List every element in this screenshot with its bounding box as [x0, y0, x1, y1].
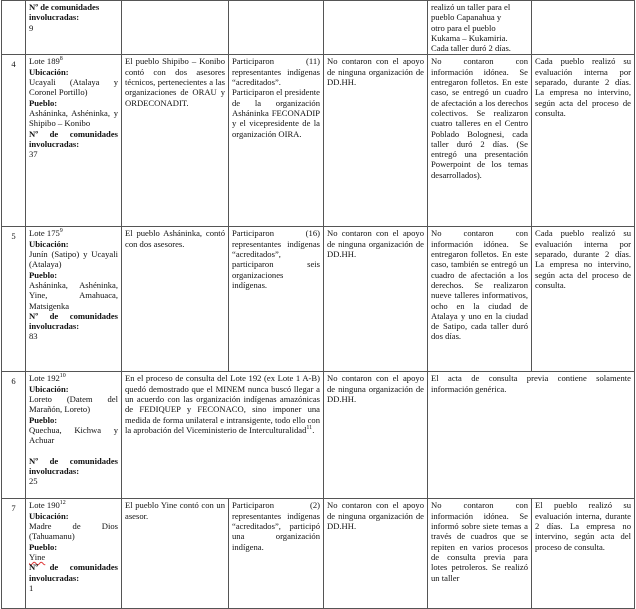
- apoyo-cell: No contaron con el apoyo de ninguna organización de DD.HH.: [324, 227, 428, 372]
- row-number: [2, 1, 26, 55]
- pueblo-value: Quechua, Kichwa y Achuar: [29, 424, 118, 446]
- info-line: realizó un taller para el: [431, 2, 511, 12]
- lote-cell: [26, 55, 122, 227]
- lote-cell: [26, 227, 122, 372]
- lote-label: Lote 190: [29, 500, 60, 511]
- pueblo-value: Asháninka, Ashéninka, Yine, Amahuaca, Matsigenka: [29, 279, 118, 311]
- evaluacion-cell: Cada pueblo realizó su evaluación interna por separado, durante 2 días. La empresa no intervino, según acta del proceso de consulta.: [532, 55, 635, 227]
- footnote-ref: 8: [59, 56, 63, 63]
- pueblo-label: Pueblo:: [29, 541, 58, 552]
- info-line: Kukama – Kukamiria.: [431, 32, 508, 43]
- table-row: [2, 499, 635, 609]
- info-line: Cada taller duró 2 días.: [431, 43, 511, 54]
- informacion-cell: No contaron con información idónea. Se entregaron folletos. En este caso, se entregó un cuadro de afectación a los derechos colectivos. Se realizaron cuatro talleres en el Centro Poblado Bolognesi, cada taller duró 2 días. (Se entregó una presentación Powerpoint de los temas desarrollados).: [428, 55, 532, 227]
- ncom-label: Nº de comunidades involucradas:: [29, 310, 118, 332]
- acta-cell: El acta de consulta previa contiene solamente información genérica.: [428, 372, 635, 499]
- ncom-label: Nº de comunidades: [29, 2, 100, 12]
- info-line: pueblo Capanahua y: [431, 12, 502, 23]
- ncom-value: 9: [29, 22, 34, 33]
- ncom-label: Nº de comunidades involucradas:: [29, 128, 118, 149]
- apoyo-cell: No contaron con el apoyo de ninguna organización de DD.HH.: [324, 55, 428, 227]
- evaluacion-cell: [532, 1, 635, 55]
- row-number: 4: [2, 55, 26, 227]
- table-row: [2, 227, 635, 372]
- participacion-cell: [229, 1, 324, 55]
- row-number: 5: [2, 227, 26, 372]
- table-row: [2, 55, 635, 227]
- footnote-ref: 12: [59, 500, 66, 507]
- apoyo-cell: No contaron con el apoyo de ninguna organización de DD.HH.: [324, 499, 428, 609]
- participacion-cell: Participaron (2) representantes indígenas “acreditados”, participó una organización indígena.: [229, 499, 324, 609]
- pueblo-value: Yine: [29, 551, 46, 562]
- consultation-table: [1, 0, 635, 609]
- apoyo-cell: No contaron con el apoyo de ninguna organización de DD.HH.: [324, 372, 428, 499]
- lote-cell: [26, 1, 122, 55]
- evaluacion-cell: Cada pueblo realizó su evaluación interna por separado, durante 2 días. La empresa no intervino, según acta del proceso de consulta.: [532, 227, 635, 372]
- merged-observacion-cell: En el proceso de consulta del Lote 192 (ex Lote 1 A-B) quedó demostrado que el MINEM nunca buscó llegar a un acuerdo con las organización indígenas amazónicas de FEDIQUEP y FECONACO, sino imponer una medida de forma unilateral e intransigente, todo ello con la aprobación del Viceministerio de Interculturalidad$^{11}$.: [122, 372, 324, 499]
- ubicacion-value: Junín (Satipo) y Ucayali (Atalaya): [29, 249, 118, 270]
- asesores-cell: [122, 1, 229, 55]
- ncom-label: Nº de comunidades involucradas:: [29, 562, 118, 583]
- informacion-cell: [428, 1, 532, 55]
- informacion-cell: No contaron con información idónea. Se entregaron folletos. En este caso, también se entregó un cuadro de afectación a los derechos. Se realizaron nueve talleres informativos, ocho en la ciudad de Atalaya y uno en la ciudad de Satipo, cada taller duró dos días.: [428, 227, 532, 372]
- ubicacion-label: Ubicación:: [29, 66, 69, 77]
- ncom-value: 25: [29, 476, 38, 487]
- ubicacion-label: Ubicación:: [29, 238, 69, 249]
- ncom-value: 1: [29, 582, 34, 593]
- asesores-cell: El pueblo Shipibo – Konibo contó con dos asesores técnicos, pertenecientes a las organizaciones de ORAU y ORDECONADIT.: [122, 55, 229, 227]
- table-row: [2, 1, 635, 55]
- footnote-ref: 10: [59, 373, 66, 380]
- ubicacion-value: Madre de Dios (Tahuamanu): [29, 521, 118, 542]
- footnote-ref: 9: [59, 228, 63, 235]
- lote-label: Lote 192: [29, 373, 60, 384]
- apoyo-cell: [324, 1, 428, 55]
- ubicacion-label: Ubicación:: [29, 510, 69, 521]
- pueblo-label: Pueblo:: [29, 414, 58, 425]
- asesores-cell: El pueblo Asháninka, contó con dos asesores.: [122, 227, 229, 372]
- informacion-cell: No contaron con información idónea. Se informó sobre siete temas a través de cuadros que se repiten en varios procesos de consulta previa para lotes petroleros. Se realizó un taller: [428, 499, 532, 609]
- table-row: [2, 372, 635, 499]
- row-number: 7: [2, 499, 26, 609]
- pueblo-label: Pueblo:: [29, 97, 58, 108]
- lote-label: Lote 175: [29, 228, 60, 239]
- footnote-ref: 11: [306, 425, 313, 432]
- asesores-cell: El pueblo Yine contó con un asesor.: [122, 499, 229, 609]
- ubicacion-label: Ubicación:: [29, 383, 69, 394]
- evaluacion-cell: El pueblo realizó su evaluación interna, durante 2 días. La empresa no intervino, según acta del proceso de consulta.: [532, 499, 635, 609]
- lote-label: Lote 189: [29, 56, 60, 67]
- lote-cell: [26, 372, 122, 499]
- lote-cell: [26, 499, 122, 609]
- participacion-cell: Participaron (11) representantes indígenas “acreditados”. Participaron el presidente de la organización Asháninka FECONADIP y el vicepresidente de la organización OIRA.: [229, 55, 324, 227]
- ncom-label: involucradas:: [29, 12, 80, 23]
- participacion-cell: Participaron (16) representantes indígenas “acreditados”, participaron seis organizaciones indígenas.: [229, 227, 324, 372]
- ubicacion-value: Loreto (Datem del Marañón, Loreto): [29, 394, 118, 415]
- observacion-text: En el proceso de consulta del Lote 192 (ex Lote 1 A-B) quedó demostrado que el MINEM nunca buscó llegar a un acuerdo con las organización indígenas amazónicas de FEDIQUEP y FECONACO, sino imponer una medida de forma unilateral e intransigente, todo ello con la aprobación del Viceministerio de Interculturalidad: [125, 373, 320, 435]
- info-line: otro para el pueblo: [431, 22, 496, 33]
- pueblo-value: Asháninka, Ashéninka, y Shipibo – Konibo: [29, 107, 118, 129]
- row-number: 6: [2, 372, 26, 499]
- ubicacion-value: Ucayali (Atalaya y Coronel Portillo): [29, 77, 118, 98]
- pueblo-label: Pueblo:: [29, 269, 58, 280]
- ncom-value: 37: [29, 149, 38, 160]
- ncom-value: 83: [29, 331, 38, 342]
- ncom-label: Nº de comunidades involucradas:: [29, 455, 118, 477]
